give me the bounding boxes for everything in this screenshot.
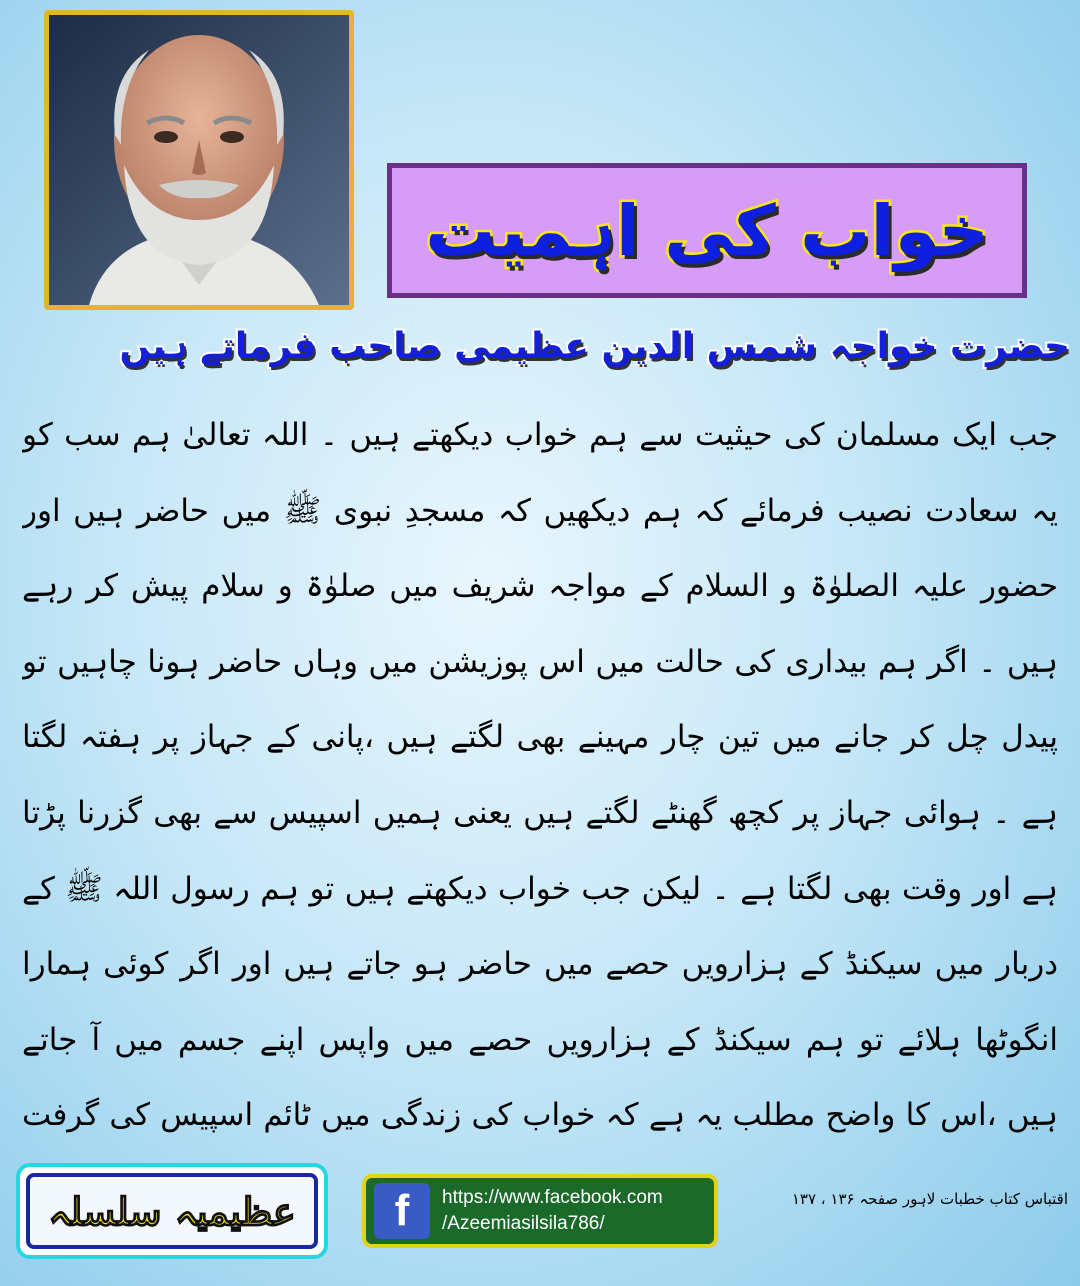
azeemia-logo — [16, 1163, 328, 1259]
facebook-url-line2: /Azeemiasilsila786/ — [442, 1213, 605, 1234]
page-title: خواب کی اہمیت — [425, 189, 989, 272]
portrait-photo — [44, 10, 354, 310]
title-banner — [387, 163, 1027, 298]
facebook-link[interactable] — [362, 1174, 718, 1248]
logo-text: عظیمیہ سلسلہ — [26, 1173, 318, 1249]
subtitle: حضرت خواجہ شمس الدین عظیمی صاحب فرماتے ہیں — [119, 326, 1070, 367]
facebook-url[interactable] — [442, 1185, 663, 1237]
body-paragraph: جب ایک مسلمان کی حیثیت سے ہم خواب دیکھتے ہیں ۔ اللہ تعالیٰ ہم سب کو یہ سعادت نصیب فرمائے کہ ہم دیکھیں کہ مسجدِ نبوی ﷺ میں حاضر ہیں اور حضور علیہ الصلوٰۃ و السلام کے مواجہ شریف میں صلوٰۃ و سلام پیش کر رہے ہیں ۔ اگر ہم بیداری کی حالت میں اس پوزیشن میں وہاں حاضر ہونا چاہیں تو پیدل چل کر جانے میں تین چار مہینے بھی لگتے ہیں ،پانی کے جہاز پر ہفتہ لگتا ہے ۔ ہوائی جہاز پر کچھ گھنٹے لگتے ہیں یعنی ہمیں اسپیس سے بھی گزرنا پڑتا ہے اور وقت بھی لگتا ہے ۔ لیکن جب خواب دیکھتے ہیں تو ہم رسول اللہ ﷺ کے دربار میں سیکنڈ کے ہزارویں حصے میں حاضر ہو جاتے ہیں اور اگر کوئی ہمارا انگوٹھا ہلائے تو ہم سیکنڈ کے ہزارویں حصے میں واپس اپنے جسم میں آ جاتے ہیں ،اس کا واضح مطلب یہ ہے کہ خواب کی زندگی میں ٹائم اسپیس کی گرفت — [22, 417, 1058, 1134]
facebook-icon: f — [374, 1183, 430, 1239]
portrait-illustration — [49, 15, 349, 305]
facebook-url-line1: https://www.facebook.com — [442, 1187, 663, 1208]
source-reference: اقتباس کتاب خطبات لاہور صفحہ ۱۳۶ ، ۱۳۷ — [791, 1190, 1068, 1208]
